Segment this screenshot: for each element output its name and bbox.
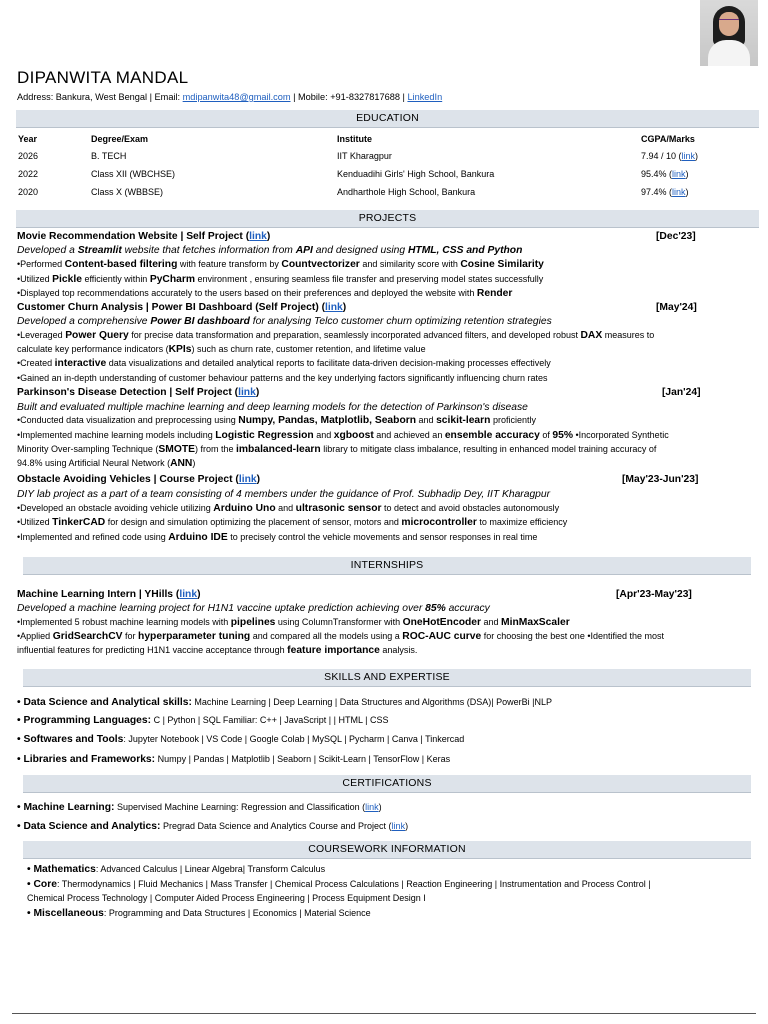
contact-line [17,92,442,102]
link[interactable]: link [365,802,379,812]
project-date: [Jan'24] [662,387,701,398]
section-header-internships: INTERNSHIPS [23,557,751,575]
project-description: Developed a comprehensive Power BI dashboard for analysing Telco customer churn optimizing retention strategies [17,316,552,327]
project-date: [May'24] [656,302,697,313]
project-date: [May'23-Jun'23] [622,474,699,485]
project-bullet: •Developed an obstacle avoiding vehicle utilizing Arduino Uno and ultrasonic sensor to detect and avoid obstacles autonomously [17,503,560,514]
coursework-line: • Mathematics: Advanced Calculus | Linear Algebra| Transform Calculus [27,864,326,875]
project-bullet: •Displayed top recommendations accurately to the users based on their preferences and deployed the website with Render [17,288,513,299]
coursework-line: Chemical Process Technology | Computer Aided Process Engineering | Process Equipment Design I [27,893,426,903]
link[interactable]: link [238,474,257,485]
project-bullet: •Gained an in-depth understanding of customer behaviour patterns and the key underlying factors significantly influencing churn rates [17,373,548,383]
bottom-divider [12,1013,756,1014]
project-bullet: •Performed Content-based filtering with feature transform by Countvectorizer and similarity score with Cosine Similarity [17,259,544,270]
col-degree: Degree/Exam [91,134,149,144]
certification-line: • Machine Learning: Supervised Machine Learning: Regression and Classification (link) [17,802,382,813]
skill-line: • Libraries and Frameworks: Numpy | Pandas | Matplotlib | Seaborn | Scikit-Learn | TensorFlow | Keras [17,754,451,765]
section-header-coursework: COURSEWORK INFORMATION [23,841,751,859]
project-bullet: •Conducted data visualization and preprocessing using Numpy, Pandas, Matplotlib, Seaborn and scikit-learn proficiently [17,415,536,426]
edu-institute: IIT Kharagpur [337,151,392,161]
link[interactable]: link [238,387,256,398]
project-title: Movie Recommendation Website | Self Project (link) [17,231,271,242]
internship-date: [Apr'23-May'23] [616,589,692,600]
project-title: Customer Churn Analysis | Power BI Dashboard (Self Project) (link) [17,302,347,313]
project-date: [Dec'23] [656,231,696,242]
section-header-skills: SKILLS AND EXPERTISE [23,669,751,687]
project-bullet: •Implemented machine learning models including Logistic Regression and xgboost and achieved an ensemble accuracy of 95% •Incorporated Synthetic [17,430,669,441]
contact-address: Address: Bankura, West Bengal | Email: [17,92,183,102]
email-link[interactable]: mdipanwita48@gmail.com [182,92,291,102]
profile-photo [700,0,758,66]
project-title: Parkinson's Disease Detection | Self Project (link) [17,387,260,398]
edu-institute: Andharthole High School, Bankura [337,187,476,197]
internship-bullet: •Applied GridSearchCV for hyperparameter tuning and compared all the models using a ROC-AUC curve for choosing the best one •Identified the most [17,631,665,642]
contact-mobile: | Mobile: +91-8327817688 | [290,92,408,102]
link[interactable]: link [681,151,696,161]
col-institute: Institute [337,134,372,144]
project-bullet: •Implemented and refined code using Arduino IDE to precisely control the vehicle movements and sensor responses in real time [17,532,538,543]
project-description: DIY lab project as a part of a team consisting of 4 members under the guidance of Prof. Subhadip Dey, IIT Kharagpur [17,489,551,500]
internship-bullet: •Implemented 5 robust machine learning models with pipelines using ColumnTransformer with OneHotEncoder and MinMaxScaler [17,617,570,628]
edu-year: 2026 [18,151,39,161]
edu-degree: Class X (WBBSE) [91,187,164,197]
project-title: Obstacle Avoiding Vehicles | Course Project (link) [17,474,261,485]
section-header-projects: PROJECTS [16,210,759,228]
project-bullet: calculate key performance indicators (KPIs) such as churn rate, customer retention, and lifetime value [17,344,426,355]
project-bullet: •Leveraged Power Query for precise data transformation and preparation, seamlessly incorporated advanced filters, and developed robust DAX measures to [17,330,655,341]
section-header-certifications: CERTIFICATIONS [23,775,751,793]
project-bullet: 94.8% using Artificial Neural Network (ANN) [17,458,196,469]
certification-line: • Data Science and Analytics: Pregrad Data Science and Analytics Course and Project (link) [17,821,409,832]
skill-line: • Programming Languages: C | Python | SQL Familiar: C++ | JavaScript | | HTML | CSS [17,715,389,726]
edu-year: 2022 [18,169,39,179]
edu-degree: Class XII (WBCHSE) [91,169,176,179]
project-bullet: •Utilized TinkerCAD for design and simulation optimizing the placement of sensor, motors and microcontroller to maximize efficiency [17,517,568,528]
linkedin-link[interactable]: LinkedIn [407,92,443,102]
section-header-education: EDUCATION [16,110,759,128]
edu-year: 2020 [18,187,39,197]
skill-line: • Data Science and Analytical skills: Machine Learning | Deep Learning | Data Structures and Algorithms (DSA)| PowerBi |NLP [17,697,552,708]
skill-line: • Softwares and Tools: Jupyter Notebook | VS Code | Google Colab | MySQL | Pycharm | Canva | Tinkercad [17,734,465,745]
col-year: Year [18,134,38,144]
internship-description: Developed a machine learning project for H1N1 vaccine uptake prediction achieving over 85% accuracy [17,603,490,614]
link[interactable]: link [249,231,267,242]
edu-marks: 95.4% (link) [641,169,689,179]
internship-bullet: influential features for predicting H1N1 vaccine acceptance through feature importance analysis. [17,645,418,656]
project-description: Developed a Streamlit website that fetches information from API and designed using HTML, CSS and Python [17,245,523,256]
link[interactable]: link [325,302,343,313]
edu-institute: Kenduadihi Girls' High School, Bankura [337,169,495,179]
link[interactable]: link [179,589,198,600]
project-bullet: •Utilized Pickle efficiently within PyCharm environment , ensuring seamless file transfer and preserving model states successfully [17,274,544,285]
candidate-name: DIPANWITA MANDAL [17,68,189,87]
internship-title: Machine Learning Intern | YHills (link) [17,589,201,600]
edu-marks: 97.4% (link) [641,187,689,197]
project-description: Built and evaluated multiple machine learning and deep learning models for the detection of Parkinson's disease [17,402,528,413]
edu-marks: 7.94 / 10 (link) [641,151,699,161]
coursework-line: • Miscellaneous: Programming and Data Structures | Economics | Material Science [27,908,371,919]
link[interactable]: link [672,169,686,179]
col-marks: CGPA/Marks [641,134,695,144]
project-bullet: •Created interactive data visualizations and detailed analytical reports to facilitate data-driven decision-making processes effectively [17,358,551,369]
link[interactable]: link [391,821,406,831]
coursework-line: • Core: Thermodynamics | Fluid Mechanics | Mass Transfer | Chemical Process Calculations | Reaction Engineering | Instrumentation and Process Control | [27,879,651,890]
edu-degree: B. TECH [91,151,127,161]
project-bullet: Minority Over-sampling Technique (SMOTE) from the imbalanced-learn library to mitigate class imbalance, resulting in enhanced model training accuracy of [17,444,657,455]
link[interactable]: link [672,187,686,197]
